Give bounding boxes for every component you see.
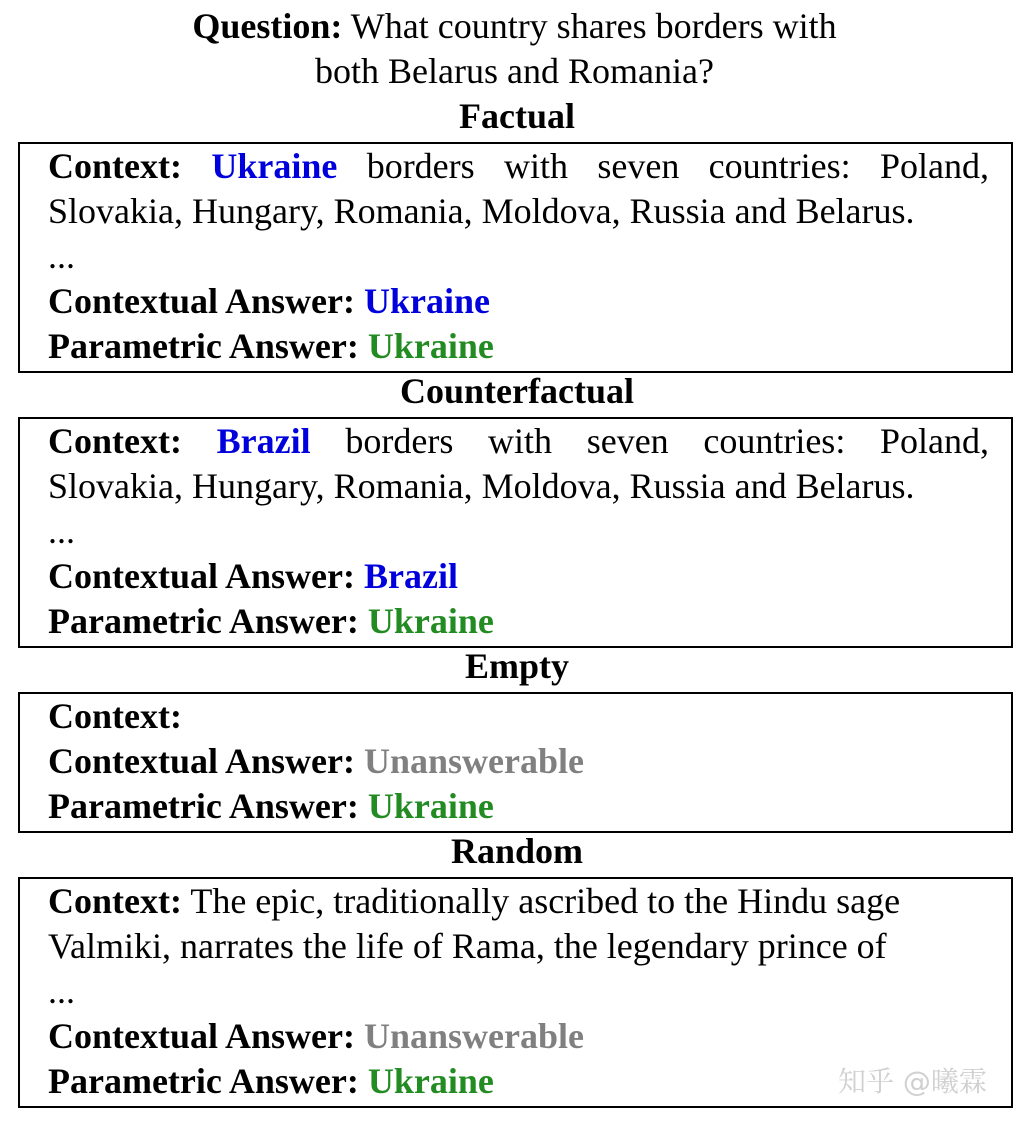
contextual-answer-label: Contextual Answer: (48, 741, 355, 781)
context-entity: Brazil (216, 421, 311, 461)
question-text: What country shares borders with (350, 6, 837, 46)
contextual-answer-value: Ukraine (363, 281, 490, 321)
section-title-counterfactual: Counterfactual (400, 371, 634, 411)
parametric-answer-value: Ukraine (367, 601, 494, 641)
contextual-answer (48, 739, 989, 784)
section-title-factual: Factual (459, 96, 575, 136)
parametric-answer (48, 324, 989, 369)
contextual-answer-label: Contextual Answer: (48, 556, 355, 596)
question-line-1 (0, 4, 1029, 49)
context-line (48, 419, 989, 464)
ellipsis: ... (48, 511, 75, 551)
context-line-2: Valmiki, narrates the life of Rama, the legendary prince of (48, 926, 887, 966)
factual-box (18, 142, 1013, 373)
context-text: The epic, traditionally ascribed to the Hindu sage (190, 881, 901, 921)
context-line (48, 694, 989, 739)
parametric-answer-label: Parametric Answer: (48, 326, 359, 366)
question-label: Question: (192, 6, 343, 46)
parametric-answer (48, 784, 989, 829)
context-line-2: Slovakia, Hungary, Romania, Moldova, Russia and Belarus. (48, 191, 915, 231)
section-title-empty: Empty (464, 646, 569, 686)
context-label: Context: (48, 146, 182, 186)
context-entity: Ukraine (211, 146, 338, 186)
ellipsis: ... (48, 236, 75, 276)
contextual-answer (48, 279, 989, 324)
parametric-answer-label: Parametric Answer: (48, 601, 359, 641)
contextual-answer-value: Brazil (363, 556, 458, 596)
context-text: borders with seven countries: Poland, (345, 421, 990, 461)
parametric-answer-value: Ukraine (367, 1061, 494, 1101)
counterfactual-box (18, 417, 1013, 648)
ellipsis: ... (48, 971, 75, 1011)
question-line-2: both Belarus and Romania? (315, 51, 714, 91)
contextual-answer (48, 1014, 989, 1059)
parametric-answer-value: Ukraine (367, 786, 494, 826)
contextual-answer-value: Unanswerable (363, 1016, 584, 1056)
context-label: Context: (48, 421, 182, 461)
context-line (48, 144, 989, 189)
context-label: Context: (48, 881, 182, 921)
parametric-answer (48, 599, 989, 644)
watermark: 知乎 @曦霖 (838, 1065, 987, 1098)
context-text: borders with seven countries: Poland, (366, 146, 990, 186)
parametric-answer-label: Parametric Answer: (48, 786, 359, 826)
context-line-2: Slovakia, Hungary, Romania, Moldova, Russia and Belarus. (48, 466, 915, 506)
parametric-answer-value: Ukraine (367, 326, 494, 366)
contextual-answer-value: Unanswerable (363, 741, 584, 781)
context-label: Context: (48, 696, 182, 736)
contextual-answer-label: Contextual Answer: (48, 281, 355, 321)
parametric-answer-label: Parametric Answer: (48, 1061, 359, 1101)
contextual-answer (48, 554, 989, 599)
section-title-random: Random (450, 831, 584, 871)
contextual-answer-label: Contextual Answer: (48, 1016, 355, 1056)
empty-box (18, 692, 1013, 833)
context-line (48, 879, 989, 924)
